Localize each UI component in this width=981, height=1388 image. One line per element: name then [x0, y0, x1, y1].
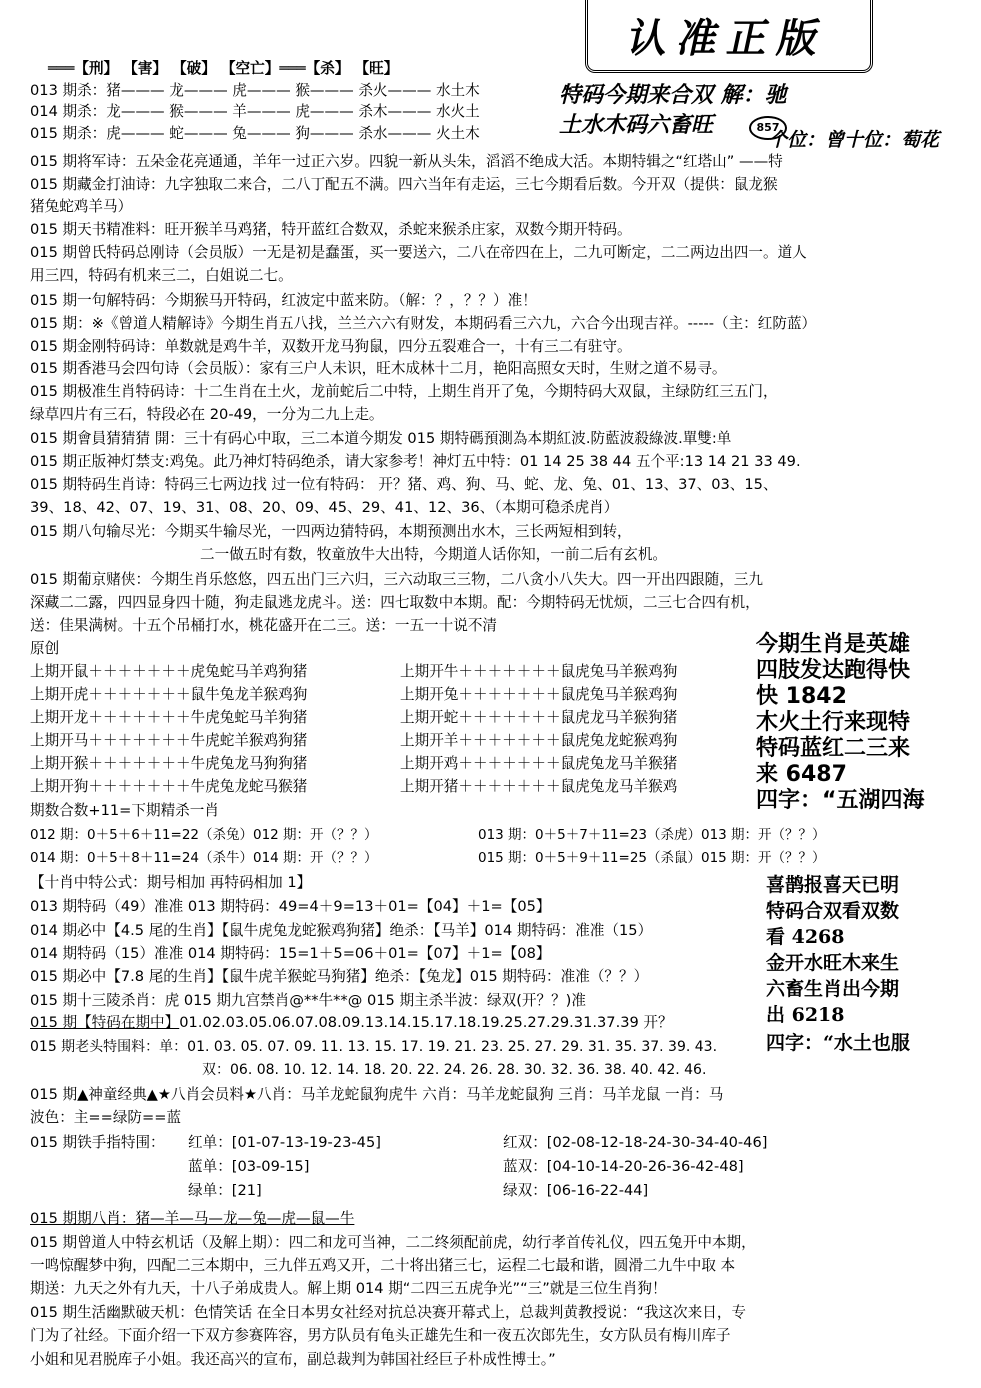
tieshou-hongshuang: 红双：[02-08-12-18-24-30-34-40-46] — [503, 1134, 768, 1151]
kai-row: 上期开猪＋＋＋＋＋＋＋鼠虎兔龙马羊猴鸡 — [400, 778, 678, 795]
text-line: 015 期将军诗：五朵金花亮通通，羊年一过正六岁。四貌一新从头朱，滔滔不绝成大活。本期特辑之“红塔山” ——特 — [30, 153, 783, 170]
right-box-line: 来 6487 — [756, 762, 847, 787]
qishu-row: 014 期：0＋5＋8＋11=24（杀牛）014 期：开（？？） — [30, 850, 378, 866]
text-line: 原创 — [30, 640, 60, 657]
text-line: 015 期天书精准料：旺开猴羊马鸡猪，特开蓝红合数双，杀蛇来猴杀庄家，双数今期开特码。 — [30, 221, 632, 238]
text-line: 用三四，特码有机来三二，白姐说二七。 — [30, 267, 293, 284]
laotou-line: 双：06. 08. 10. 12. 14. 18. 20. 22. 24. 26. 28. 30. 32. 36. 38. 40. 42. 46. — [202, 1062, 707, 1078]
right-box-line: 今期生肖是英雄 — [756, 632, 911, 657]
handwritten-line: 金开水旺木来生 — [766, 952, 900, 974]
formula-line: 014 期特码（15）准准 014 期特码：15=1＋5=06＋01=【07】＋1=【08】 — [30, 945, 551, 962]
right-box-line: 特码蓝红二三来 — [756, 736, 911, 761]
laotou-line: 015 期老头特围料：单：01. 03. 05. 07. 09. 11. 13. 15. 17. 19. 21. 23. 25. 27. 29. 31. 35. 37. 39. 43. — [30, 1039, 718, 1055]
right-box-line: 四肢发达跑得快 — [756, 658, 911, 683]
tail-line: 期送：九天之外有九天，十八子弟成贵人。解上期 014 期“二四三五虎争光”“三”就是三位生肖狗！ — [30, 1280, 667, 1297]
text-line: 015 期香港马会四句诗（会员版）：家有三户人未识，旺木成林十二月，艳阳高照女天时，生财之道不易寻。 — [30, 360, 727, 377]
formula-line: 015 期必中【7.8 尾的生肖】【鼠牛虎羊猴蛇马狗猪】绝杀：【兔龙】015 期特码：准准（？？） — [30, 968, 649, 985]
kai-row: 上期开猴＋＋＋＋＋＋＋牛虎兔龙马狗狗猪 — [30, 755, 308, 772]
handwritten-line: 土水木码六畜旺 — [559, 112, 714, 138]
text-line: 绿草四片有三石，特段必在 20-49，一分为二九上走。 — [30, 406, 384, 423]
qishu-row: 012 期：0＋5＋6＋11=22（杀兔）012 期：开（？？） — [30, 827, 378, 843]
qishu-title: 期数合数+11=下期精杀一肖 — [30, 802, 219, 819]
text-line: 015 期曾氏特码总刚诗（会员版）一无是初是蠢蛋，买一要送六，二八在帝四在上，二九可断定，二二两边出四一。道人 — [30, 244, 807, 261]
tieshou-lvdan: 绿单：[21] — [188, 1182, 262, 1199]
text-line: 015 期：※《曾道人精解诗》今期生肖五八找，兰兰六六有财发，本期码看三六九，六合今出现吉祥。-----（主：红防蓝） — [30, 315, 817, 332]
kai-row: 上期开虎＋＋＋＋＋＋＋鼠牛兔龙羊猴鸡狗 — [30, 686, 308, 703]
right-box-line: 四字：“五湖四海 — [756, 788, 925, 813]
text-line: 015 期正版神灯禁支:鸡兔。此乃神灯特码绝杀，请大家参考！神灯五中特：01 14 25 38 44 五个平:13 14 21 33 49. — [30, 453, 801, 470]
handwritten-line: 六畜生肖出今期 — [766, 978, 900, 1000]
sha-row: 015 期杀：虎——— 蛇——— 兔——— 狗——— 杀水——— 火土木 — [30, 125, 480, 142]
formula-line: 015 期十三陵杀肖：虎 015 期九宫禁肖@**牛**@ 015 期主杀半波：绿双(开？？)准 — [30, 992, 586, 1009]
kai-row: 上期开牛＋＋＋＋＋＋＋鼠虎兔马羊猴鸡狗 — [400, 663, 678, 680]
baxiao-line: 015 期期八肖：猪—羊—马—龙—兔—虎—鼠—牛 — [30, 1210, 355, 1227]
qishu-row: 015 期：0＋5＋9＋11=25（杀鼠）015 期：开（？？） — [478, 850, 826, 866]
kai-row: 上期开鼠＋＋＋＋＋＋＋虎兔蛇马羊鸡狗猪 — [30, 663, 308, 680]
right-box-line: 快 1842 — [756, 684, 847, 709]
shenma-line: 015 期▲神童经典▲★八肖会员料★八肖：马羊龙蛇鼠狗虎牛 六肖：马羊龙蛇鼠狗 三肖：马羊龙鼠 一肖：马 — [30, 1086, 724, 1103]
text-line: 015 期一句解特码：今期猴马开特码，红波定中蓝来防。（解：？，？？）准！ — [30, 292, 537, 309]
sha-row: 013 期杀：猪——— 龙——— 虎——— 猴——— 杀火——— 水土木 — [30, 82, 480, 99]
kai-row: 上期开狗＋＋＋＋＋＋＋牛虎兔龙蛇马猴猪 — [30, 778, 308, 795]
text-line: 015 期藏金打油诗：九字独取二来合，二八丁配五不满。四六当年有走运，三七今期看后数。今开双（提供：鼠龙猴 — [30, 176, 778, 193]
tieshou-lanshuang: 蓝双：[04-10-14-20-26-36-42-48] — [503, 1158, 744, 1175]
tail-line: 015 期生活幽默破天机：色情笑话 在全日本男女社经对抗总决赛开幕式上，总裁判黄教授说：“我这次来日，专 — [30, 1304, 747, 1321]
formula-line: 013 期特码（49）准准 013 期特码：49=4＋9=13＋01=【04】＋1=【05】 — [30, 898, 551, 915]
handwritten-line: 个位：曾十位：萄花 — [768, 129, 940, 151]
tail-line: 小姐和见君脱库子小姐。我还高兴的宣布，副总裁判为韩国社经巨子朴成性博士。” — [30, 1351, 556, 1368]
red-seal: 857 — [749, 116, 787, 140]
tieshou-lvshuang: 绿双：[06-16-22-44] — [503, 1182, 649, 1199]
handwritten-line: 特码今期来合双 解：驰 — [559, 82, 787, 108]
text-line: 015 期特码生肖诗：特码三七两边找 过一位有特码： 开？猪、鸡、狗、马、蛇、龙、兔、01、13、37、03、15、 — [30, 476, 778, 493]
tieshou-label: 015 期铁手指特围： — [30, 1134, 165, 1151]
kai-row: 上期开马＋＋＋＋＋＋＋牛虎蛇羊猴鸡狗猪 — [30, 732, 308, 749]
formula-line: 014 期必中【4.5 尾的生肖】【鼠牛虎兔龙蛇猴鸡狗猪】绝杀：【马羊】014 期特码：准准（15） — [30, 922, 653, 939]
zaiqi-row — [30, 1012, 673, 1034]
kai-row: 上期开蛇＋＋＋＋＋＋＋鼠虎龙马羊猴狗猪 — [400, 709, 678, 726]
tail-line: 一鸣惊醒梦中狗，四配二三本期中，三九伴五鸡又开，二十将出猪三七，运程二七最和谐，圆滑二九牛中取 本 — [30, 1257, 736, 1274]
handwritten-line: 四字：“水土也服 — [766, 1032, 910, 1054]
tail-line: 门为了社经。下面介绍一下双方参赛阵容，男方队员有龟头正雄先生和一夜五次郎先生，女方队员有梅川库子 — [30, 1327, 731, 1344]
text-line: 39、18、42、07、19、31、08、20、09、45、29、41、12、36、（本期可稳杀虎肖） — [30, 499, 619, 516]
kai-row: 上期开兔＋＋＋＋＋＋＋鼠虎兔马羊猴鸡狗 — [400, 686, 678, 703]
qishu-row: 013 期：0＋5＋7＋11=23（杀虎）013 期：开（？？） — [478, 827, 826, 843]
handwritten-line: 喜鹊报喜天已明 — [766, 874, 900, 896]
text-line: 015 期金刚特码诗：单数就是鸡牛羊，双数开龙马狗鼠，四分五裂难合一，十有三二有驻守。 — [30, 338, 632, 355]
kai-row: 上期开龙＋＋＋＋＋＋＋牛虎兔蛇马羊狗猪 — [30, 709, 308, 726]
kai-row: 上期开鸡＋＋＋＋＋＋＋鼠虎兔龙马羊猴猪 — [400, 755, 678, 772]
text-line: 015 期會員猜猜猜 開：三十有码心中取，三二本道今期发 015 期特碼預測為本期紅波.防藍波殺綠波.單雙:单 — [30, 430, 732, 447]
text-line: 二一做五时有数，牧童放牛大出特，今期道人话你知，一前二后有玄机。 — [200, 546, 668, 563]
tieshou-landan: 蓝单：[03-09-15] — [188, 1158, 310, 1175]
handwritten-line: 看 4268 — [766, 926, 845, 948]
right-box-line: 木火土行来现特 — [756, 710, 911, 735]
authentic-stamp — [585, 0, 873, 73]
text-line: 送：佳果满树。十五个吊桶打水，桃花盛开在二三。送：一五一十说不清 — [30, 617, 498, 634]
kai-row: 上期开羊＋＋＋＋＋＋＋鼠虎兔龙蛇猴鸡狗 — [400, 732, 678, 749]
stamp-text: 认准正版 — [623, 14, 834, 62]
tieshou-hongdan: 红单：[01-07-13-19-23-45] — [188, 1134, 381, 1151]
text-line: 猪兔蛇鸡羊马） — [30, 198, 133, 215]
sha-row: 014 期杀：龙——— 猴——— 羊——— 虎——— 杀木——— 水火土 — [30, 103, 480, 120]
header-row: ═══【刑】 【害】 【破】 【空亡】═══【杀】 【旺】 — [48, 60, 399, 77]
bose-line: 波色：主==绿防==蓝 — [30, 1109, 182, 1126]
tail-line: 015 期曾道人中特玄机话（及解上期）：四二和龙可当神，二二终须配前虎，幼行孝首传礼仪，四五兔开中本期， — [30, 1234, 756, 1251]
zaiqi-label: 015 期【特码在期中】 — [30, 1014, 180, 1031]
formula-line: 【十肖中特公式：期号相加 再特码相加 1】 — [30, 874, 312, 891]
text-line: 015 期葡京赌侠：今期生肖乐悠悠，四五出门三六归，三六动取三三物，二八贪小八失大。四一开出四跟随，三九 — [30, 571, 763, 588]
text-line: 015 期八句输尽光：今期买牛输尽光，一四两边猜特码，本期预测出水木，三长两短相到转， — [30, 523, 632, 540]
handwritten-line: 出 6218 — [766, 1004, 845, 1026]
text-line: 015 期极准生肖特码诗：十二生肖在土火，龙前蛇后二中特，上期生肖开了兔，今期特码大双鼠，主绿防红三五门， — [30, 383, 778, 400]
text-line: 深藏二二露，四四显身四十随，狗走鼠逃龙虎斗。送：四七取数中本期。配：今期特码无忧烦，二三七合四有机， — [30, 594, 760, 611]
zaiqi-value: 01.02.03.05.06.07.08.09.13.14.15.17.18.19.25.27.29.31.37.39 开？ — [179, 1014, 673, 1031]
handwritten-line: 特码合双看双数 — [766, 900, 900, 922]
